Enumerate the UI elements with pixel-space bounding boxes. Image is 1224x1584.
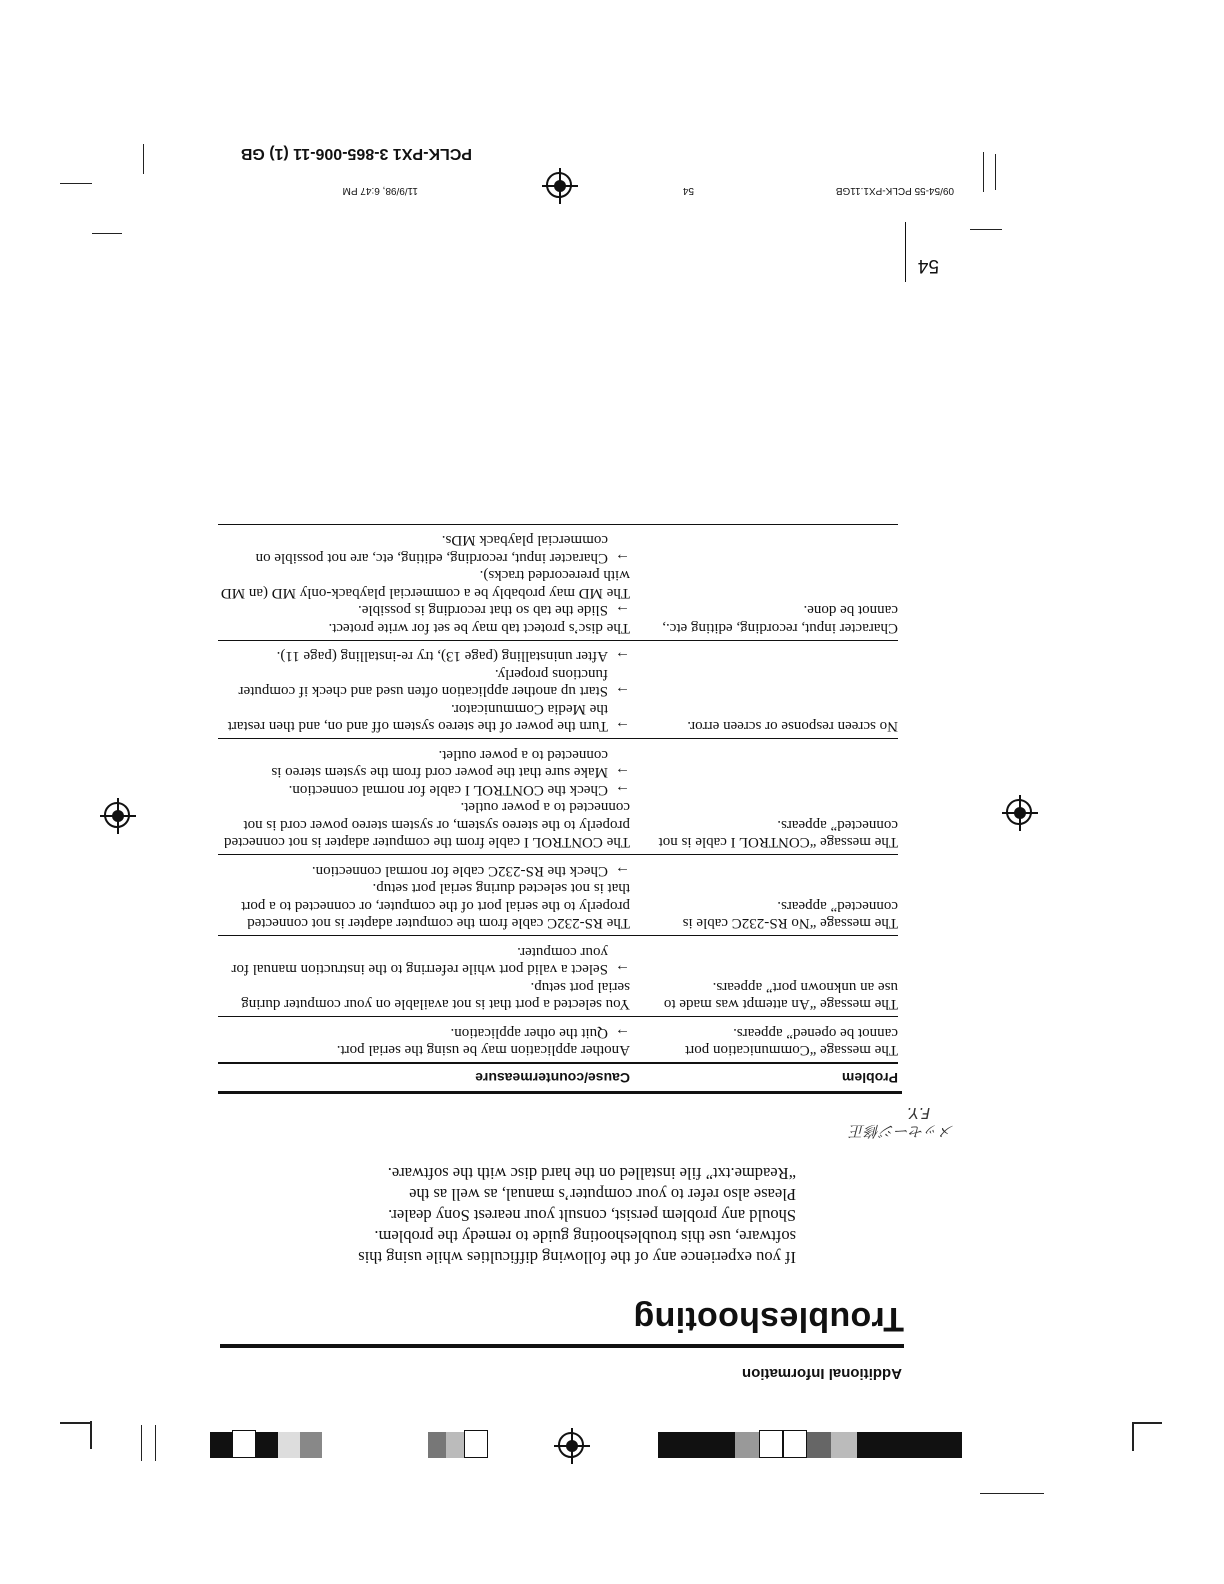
intro-line: “Readme.txt” file installed on the hard disc with the software. <box>387 1164 796 1183</box>
crop-mark <box>60 1422 90 1424</box>
table-top-rule <box>218 1091 902 1094</box>
remedy-item <box>218 665 630 700</box>
remedy-item <box>218 601 630 619</box>
cause-text: You selected a port that is not available on your computer during serial port setup. <box>241 979 630 1013</box>
page-number-rule <box>905 222 906 282</box>
remedy-item <box>218 647 630 665</box>
intro-line: software, use this troubleshooting guide to remedy the problem. <box>374 1227 796 1246</box>
header-rule <box>220 1344 904 1348</box>
crop-mark <box>141 1425 142 1461</box>
registration-mark-right <box>100 798 136 834</box>
crop-mark <box>983 152 984 192</box>
handwritten-note-line: メッセージ修正 <box>849 1122 954 1140</box>
table-row <box>218 525 898 641</box>
table-row <box>218 641 898 740</box>
problem-cell: Character input, recording, editing etc., cannot be done. <box>630 525 898 641</box>
arrow-icon: → <box>615 1025 630 1041</box>
cause-cell <box>218 739 630 855</box>
cause-text: The MD may probably be a commercial playback-only MD (an MD with prerecorded tracks). <box>220 567 630 601</box>
cause-cell <box>218 1017 630 1064</box>
crop-mark <box>60 183 92 184</box>
remedy-text: Quit the other application. <box>450 1025 608 1041</box>
remedy-item <box>218 943 630 978</box>
remedy-item <box>218 746 630 781</box>
cause-cell <box>218 936 630 1017</box>
cause-cell <box>218 525 630 641</box>
footer-page-ref: 54 <box>682 185 694 196</box>
page-number: 54 <box>917 255 939 276</box>
cause-cell <box>218 641 630 740</box>
intro-line: Should any problem persist, consult your nearest Sony dealer. <box>388 1206 796 1225</box>
remedy-item <box>218 1024 630 1042</box>
table-header-row <box>218 1064 898 1089</box>
arrow-icon: → <box>615 764 630 781</box>
page-title: Troubleshooting <box>633 1300 904 1338</box>
remedy-item <box>218 781 630 799</box>
table-row <box>218 739 898 855</box>
intro-line: If you experience any of the following difficulties while using this <box>358 1248 796 1267</box>
cause-text: The CONTROL I cable from the computer adapter is not connected properly to the stereo system, or system stereo power cord is not connected to a power outlet. <box>224 799 630 851</box>
arrow-icon: → <box>615 550 630 566</box>
problem-cell: The message “Communication port cannot be opened” appears. <box>630 1017 898 1064</box>
problem-cell: The message “CONTROL I cable is not connected” appears. <box>630 739 898 855</box>
arrow-icon: → <box>615 863 630 879</box>
crop-mark <box>970 229 1002 230</box>
cause-cell <box>218 855 630 936</box>
remedy-text: Turn the power of the stereo system off and on, and then restart the Media Communicator. <box>227 701 608 735</box>
cause-text: The disc’s protect tab may be set for write protect. <box>328 620 630 636</box>
column-header-problem: Problem <box>630 1064 898 1089</box>
troubleshooting-table-wrap <box>218 524 898 1088</box>
arrow-icon: → <box>615 718 630 735</box>
registration-mark-bottom <box>542 168 578 204</box>
arrow-icon: → <box>615 782 630 798</box>
remedy-item <box>218 700 630 735</box>
table-row <box>218 855 898 936</box>
remedy-item <box>218 862 630 880</box>
arrow-icon: → <box>615 602 630 619</box>
remedy-item <box>218 531 630 566</box>
crop-mark <box>90 1421 92 1449</box>
arrow-icon: → <box>615 961 630 978</box>
arrow-icon: → <box>615 648 630 665</box>
remedy-text: After uninstalling (page 13), try re-installing (page 11). <box>276 648 608 665</box>
cause-text: Another application may be using the serial port. <box>336 1042 630 1059</box>
problem-cell: No screen response or screen error. <box>630 641 898 740</box>
cause-text: The RS-232C cable from the computer adapter is not connected properly to the serial port of the computer, or connected to a port that is not selected during serial port setup. <box>241 880 630 932</box>
color-bar-left <box>658 1432 962 1458</box>
section-label: Additional Information <box>742 1365 902 1382</box>
remedy-text: Start up another application often used and check if computer functions properly. <box>238 666 608 700</box>
arrow-icon: → <box>615 683 630 700</box>
problem-cell: The message “An attempt was made to use an unknown port” appears. <box>630 936 898 1017</box>
crop-mark <box>143 144 144 174</box>
handwritten-note-line: F.Y. <box>906 1104 930 1122</box>
remedy-text: Slide the tab so that recording is possible. <box>358 602 608 619</box>
remedy-text: Make sure that the power cord from the system stereo is connected to a power outlet. <box>271 747 608 781</box>
column-header-cause: Cause/countermeasure <box>218 1064 630 1089</box>
crop-mark <box>980 1493 1044 1494</box>
crop-mark <box>1132 1422 1162 1424</box>
footer-slug: 09/54-55 PCLK-PX1.11GB <box>835 185 954 196</box>
footer-timestamp: 11/9/98, 6:47 PM <box>342 185 418 196</box>
table-body <box>218 525 898 1064</box>
remedy-text: Check the RS-232C cable for normal connection. <box>311 863 608 879</box>
registration-mark-left <box>1002 795 1038 831</box>
problem-cell: The message “No RS-232C cable is connected” appears. <box>630 855 898 936</box>
troubleshooting-table <box>218 524 898 1088</box>
part-number: PCLK-PX1 3-865-006-11 (1) GB <box>240 145 472 162</box>
crop-mark <box>995 154 996 190</box>
remedy-text: Character input, recording, editing, etc, are not possible on commercial playback MDs. <box>255 532 608 566</box>
registration-mark-top <box>554 1428 590 1464</box>
table-row <box>218 936 898 1017</box>
crop-mark <box>1132 1423 1134 1451</box>
handwritten-note <box>850 1104 954 1140</box>
color-bar-right <box>182 1432 488 1458</box>
crop-mark <box>92 233 122 234</box>
intro-paragraph <box>216 1163 796 1268</box>
intro-line: Please also refer to your computer’s manual, as well as the <box>409 1185 796 1204</box>
crop-mark <box>155 1425 156 1461</box>
table-row <box>218 1017 898 1064</box>
remedy-text: Check the CONTROL I cable for normal connection. <box>288 782 608 798</box>
remedy-text: Select a valid port while referring to the instruction manual for your computer. <box>231 944 608 978</box>
